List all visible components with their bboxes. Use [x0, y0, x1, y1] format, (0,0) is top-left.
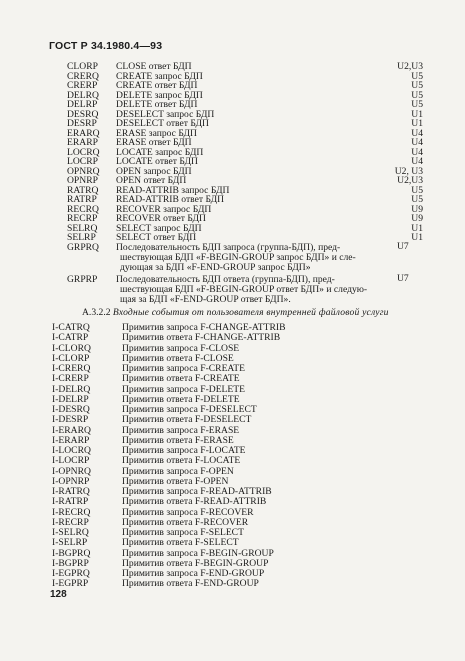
table-row [0, 456, 465, 466]
event-description: CLOSE ответ БДП [116, 61, 192, 72]
event-code: DESRP [67, 118, 97, 129]
event-description: Примитив запроса F-END-GROUP [122, 568, 265, 579]
event-description: Примитив ответа F-SELECT [122, 537, 239, 549]
event-reference: U5 [411, 80, 423, 91]
event-description-line: щая за БДП «F-END-GROUP ответ БДП». [120, 294, 291, 305]
event-description: Примитив ответа F-CHANGE-ATTRIB [122, 332, 281, 344]
event-description: Примитив ответа F-OPEN [122, 475, 229, 487]
section-title: Входные события от пользователя внутренней файловой услуги [112, 307, 389, 318]
event-description: DELETE запрос БДП [116, 89, 203, 101]
event-reference: U7 [397, 273, 409, 284]
event-code: I-LOCRQ [52, 445, 91, 456]
event-code: I-CLORQ [52, 342, 91, 354]
event-description: Примитив запроса F-CLOSE [122, 342, 240, 354]
event-reference: U1 [411, 118, 423, 129]
table-row [0, 497, 465, 507]
event-code: ERARQ [67, 127, 100, 139]
event-code: DELRP [67, 99, 98, 110]
table-row [0, 549, 465, 559]
table-row [0, 508, 465, 518]
event-code: I-ERARP [52, 434, 90, 446]
event-code: I-CATRP [52, 332, 89, 344]
event-description: Примитив ответа F-LOCATE [122, 455, 241, 467]
event-reference: U5 [411, 194, 423, 205]
table-row [0, 374, 465, 384]
event-description: READ-ATTRIB ответ БДП [116, 194, 225, 205]
event-code: RECRQ [67, 203, 99, 215]
event-reference: U2, U3 [394, 165, 423, 177]
page-number: 128 [50, 589, 67, 600]
event-code: I-CRERP [52, 373, 89, 385]
event-code: I-CRERQ [52, 363, 91, 374]
event-code: CRERQ [67, 70, 99, 82]
event-code: RATRQ [67, 184, 99, 196]
event-reference: U4 [411, 137, 423, 148]
section-heading [82, 307, 389, 318]
event-description: Примитив запроса F-BEGIN-GROUP [122, 547, 274, 559]
event-code: I-OPNRP [52, 475, 90, 487]
event-description: Примитив ответа F-DELETE [122, 393, 240, 405]
event-description: SELECT ответ БДП [116, 232, 197, 243]
event-code: CRERP [67, 80, 98, 91]
event-description: Примитив запроса F-READ-ATTRIB [122, 486, 272, 497]
event-code: GRPRP [67, 274, 98, 285]
event-description: Примитив ответа F-CREATE [122, 373, 240, 385]
event-code: LOCRQ [67, 146, 100, 158]
event-description: LOCATE запрос БДП [116, 146, 204, 158]
event-description: Примитив запроса F-DELETE [122, 383, 245, 395]
event-description: Примитив запроса F-SELECT [122, 527, 244, 538]
event-code: I-SELRQ [52, 527, 89, 538]
event-code: I-BGPRP [52, 557, 89, 569]
event-description: Примитив ответа F-RECOVER [122, 516, 249, 528]
event-description: Примитив запроса F-DESELECT [122, 404, 257, 415]
event-code: I-RATRP [52, 496, 89, 508]
event-description-line: Последовательность БДП ответа (группа-БДП), пред- [116, 274, 335, 285]
event-description: DESELECT ответ БДП [116, 118, 209, 129]
event-code: SELRP [67, 232, 96, 243]
event-description: RECOVER ответ БДП [116, 213, 206, 224]
event-reference: U9 [411, 203, 423, 215]
event-code: I-EGPRQ [52, 568, 90, 579]
event-description: ERASE запрос БДП [116, 127, 197, 139]
event-code: I-DESRQ [52, 404, 90, 415]
event-description: Примитив ответа F-DESELECT [122, 414, 252, 426]
table-row [0, 415, 465, 425]
event-description: Примитив ответа F-ERASE [122, 434, 234, 446]
event-reference: U5 [411, 184, 423, 196]
event-description-line: Последовательность БДП запроса (группа-БДП), пред- [116, 242, 341, 253]
event-reference: U1 [411, 232, 423, 243]
section-number: А.3.2.2 [82, 307, 111, 318]
event-reference: U4 [411, 127, 423, 139]
event-code: I-BGPRQ [52, 547, 91, 559]
event-code: OPNRQ [67, 165, 100, 177]
event-code: I-CATRQ [52, 322, 90, 333]
event-reference: U7 [397, 241, 409, 252]
event-reference: U4 [411, 156, 423, 167]
event-description: Примитив запроса F-LOCATE [122, 445, 246, 456]
event-description: Примитив запроса F-CHANGE-ATTRIB [122, 322, 286, 333]
event-description: OPEN запрос БДП [116, 165, 192, 177]
event-reference: U4 [411, 146, 423, 158]
event-reference: U1 [411, 222, 423, 234]
event-code: I-ERARQ [52, 424, 91, 436]
table-row [0, 467, 465, 477]
event-reference: U2,U3 [397, 61, 423, 72]
table-row [0, 579, 465, 589]
event-description: Примитив запроса F-OPEN [122, 465, 234, 477]
event-description: DESELECT запрос БДП [116, 108, 215, 120]
event-description: READ-ATTRIB запрос БДП [116, 184, 230, 196]
event-code: I-RATRQ [52, 486, 90, 497]
event-code: I-CLORP [52, 352, 90, 364]
page-header: ГОСТ Р 34.1980.4—93 [49, 40, 163, 52]
event-reference: U5 [411, 99, 423, 110]
table-row [0, 333, 465, 343]
event-description: Примитив ответа F-CLOSE [122, 352, 234, 364]
event-reference: U5 [411, 89, 423, 101]
event-code: ERARP [67, 137, 98, 148]
table-row [0, 538, 465, 548]
event-reference: U1 [411, 108, 423, 120]
event-description: SELECT запрос БДП [116, 222, 202, 234]
event-code: I-DELRP [52, 393, 89, 405]
table-row [0, 385, 465, 395]
event-code: DESRQ [67, 108, 99, 120]
table-row [0, 426, 465, 436]
event-description-line: дующая за БДП «F-END-GROUP запрос БДП» [120, 262, 311, 273]
event-code: SELRQ [67, 222, 98, 234]
event-description: LOCATE ответ БДП [116, 156, 198, 167]
event-description-line: шествующая БДП «F-BEGIN-GROUP запрос БДП» и сле- [120, 252, 356, 263]
event-description: Примитив запроса F-RECOVER [122, 506, 254, 518]
event-code: CLORP [67, 61, 98, 72]
event-code: I-DESRP [52, 414, 89, 426]
event-description: Примитив запроса F-ERASE [122, 424, 240, 436]
event-code: LOCRP [67, 156, 98, 167]
event-reference: U9 [411, 213, 423, 224]
event-code: I-OPNRQ [52, 465, 91, 477]
event-code: RATRP [67, 194, 97, 205]
event-code: I-LOCRP [52, 455, 90, 467]
event-reference: U5 [411, 70, 423, 82]
event-code: RECRP [67, 213, 98, 224]
event-code: I-SELRP [52, 537, 88, 549]
event-reference: U2,U3 [397, 175, 423, 186]
event-code: GRPRQ [67, 242, 99, 253]
event-description: Примитив ответа F-END-GROUP [122, 578, 259, 590]
event-description: DELETE ответ БДП [116, 99, 198, 110]
event-code: I-RECRQ [52, 506, 91, 518]
event-code: I-DELRQ [52, 383, 91, 395]
event-description: CREATE запрос БДП [116, 70, 203, 82]
event-description: OPEN ответ БДП [116, 175, 187, 186]
event-code: I-RECRP [52, 516, 89, 528]
event-description-line: шествующая БДП «F-BEGIN-GROUP ответ БДП» и следую- [120, 284, 368, 295]
event-code: I-EGPRP [52, 578, 89, 590]
event-description: ERASE ответ БДП [116, 137, 192, 148]
event-description: CREATE ответ БДП [116, 80, 198, 91]
event-description: Примитив ответа F-READ-ATTRIB [122, 496, 267, 508]
table-row [0, 344, 465, 354]
event-description: RECOVER запрос БДП [116, 203, 212, 215]
event-description: Примитив запроса F-CREATE [122, 363, 246, 374]
event-code: OPNRP [67, 175, 98, 186]
event-description: Примитив ответа F-BEGIN-GROUP [122, 557, 269, 569]
event-code: DELRQ [67, 89, 99, 101]
